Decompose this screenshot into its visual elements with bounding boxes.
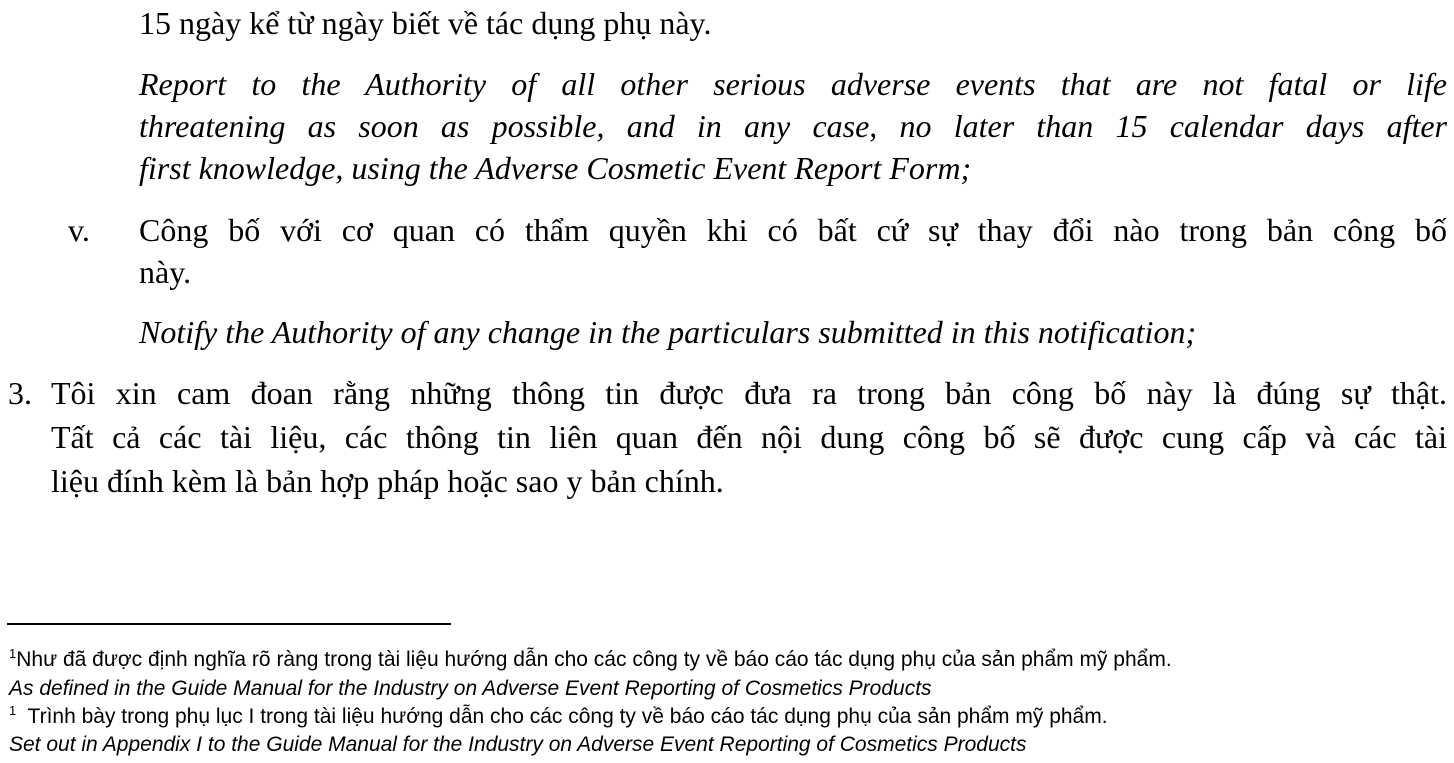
item-v-vi-line-2: này.	[139, 254, 192, 290]
item-iv-en-line-2: threatening as soon as possible, and in any case, no later than 15 calendar days after	[139, 108, 1447, 144]
item-v-en: Notify the Authority of any change in the particulars submitted in this notification;	[139, 314, 1197, 350]
item-3-marker: 3.	[8, 375, 32, 411]
footnote-2-en: Set out in Appendix I to the Guide Manual for the Industry on Adverse Event Reporting of Cosmetics Products	[9, 733, 1027, 756]
footnote-1-en: As defined in the Guide Manual for the Industry on Adverse Event Reporting of Cosmetics Products	[9, 677, 932, 700]
footnote-2-vi	[9, 704, 1108, 730]
footnote-1-vi-text: Như đã được định nghĩa rõ ràng trong tài liệu hướng dẫn cho các công ty về báo cáo tác dụng phụ của sản phẩm mỹ phẩm.	[16, 648, 1172, 671]
footnote-2-number: 1	[9, 703, 17, 718]
footnote-1-vi	[9, 647, 1172, 673]
item-3-line-3: liệu đính kèm là bản hợp pháp hoặc sao y bản chính.	[51, 463, 724, 499]
item-3-line-2: Tất cả các tài liệu, các thông tin liên quan đến nội dung công bố sẽ được cung cấp và các tài	[51, 419, 1447, 455]
item-iv-en-line-3: first knowledge, using the Adverse Cosmetic Event Report Form;	[139, 150, 972, 186]
item-iv-en-line-1: Report to the Authority of all other serious adverse events that are not fatal or life	[139, 66, 1447, 102]
item-v-marker: v.	[68, 212, 90, 248]
item-iv-vi-tail: 15 ngày kể từ ngày biết về tác dụng phụ này.	[139, 5, 712, 41]
item-v-vi-line-1: Công bố với cơ quan có thẩm quyền khi có bất cứ sự thay đổi nào trong bản công bố	[139, 212, 1447, 248]
item-3-line-1: Tôi xin cam đoan rằng những thông tin được đưa ra trong bản công bố này là đúng sự thật.	[51, 375, 1447, 411]
footnote-separator	[7, 623, 451, 625]
footnote-2-vi-text: Trình bày trong phụ lục I trong tài liệu hướng dẫn cho các công ty về báo cáo tác dụng phụ của sản phẩm mỹ phẩm.	[27, 705, 1108, 728]
footnote-1-number: 1	[9, 646, 17, 661]
